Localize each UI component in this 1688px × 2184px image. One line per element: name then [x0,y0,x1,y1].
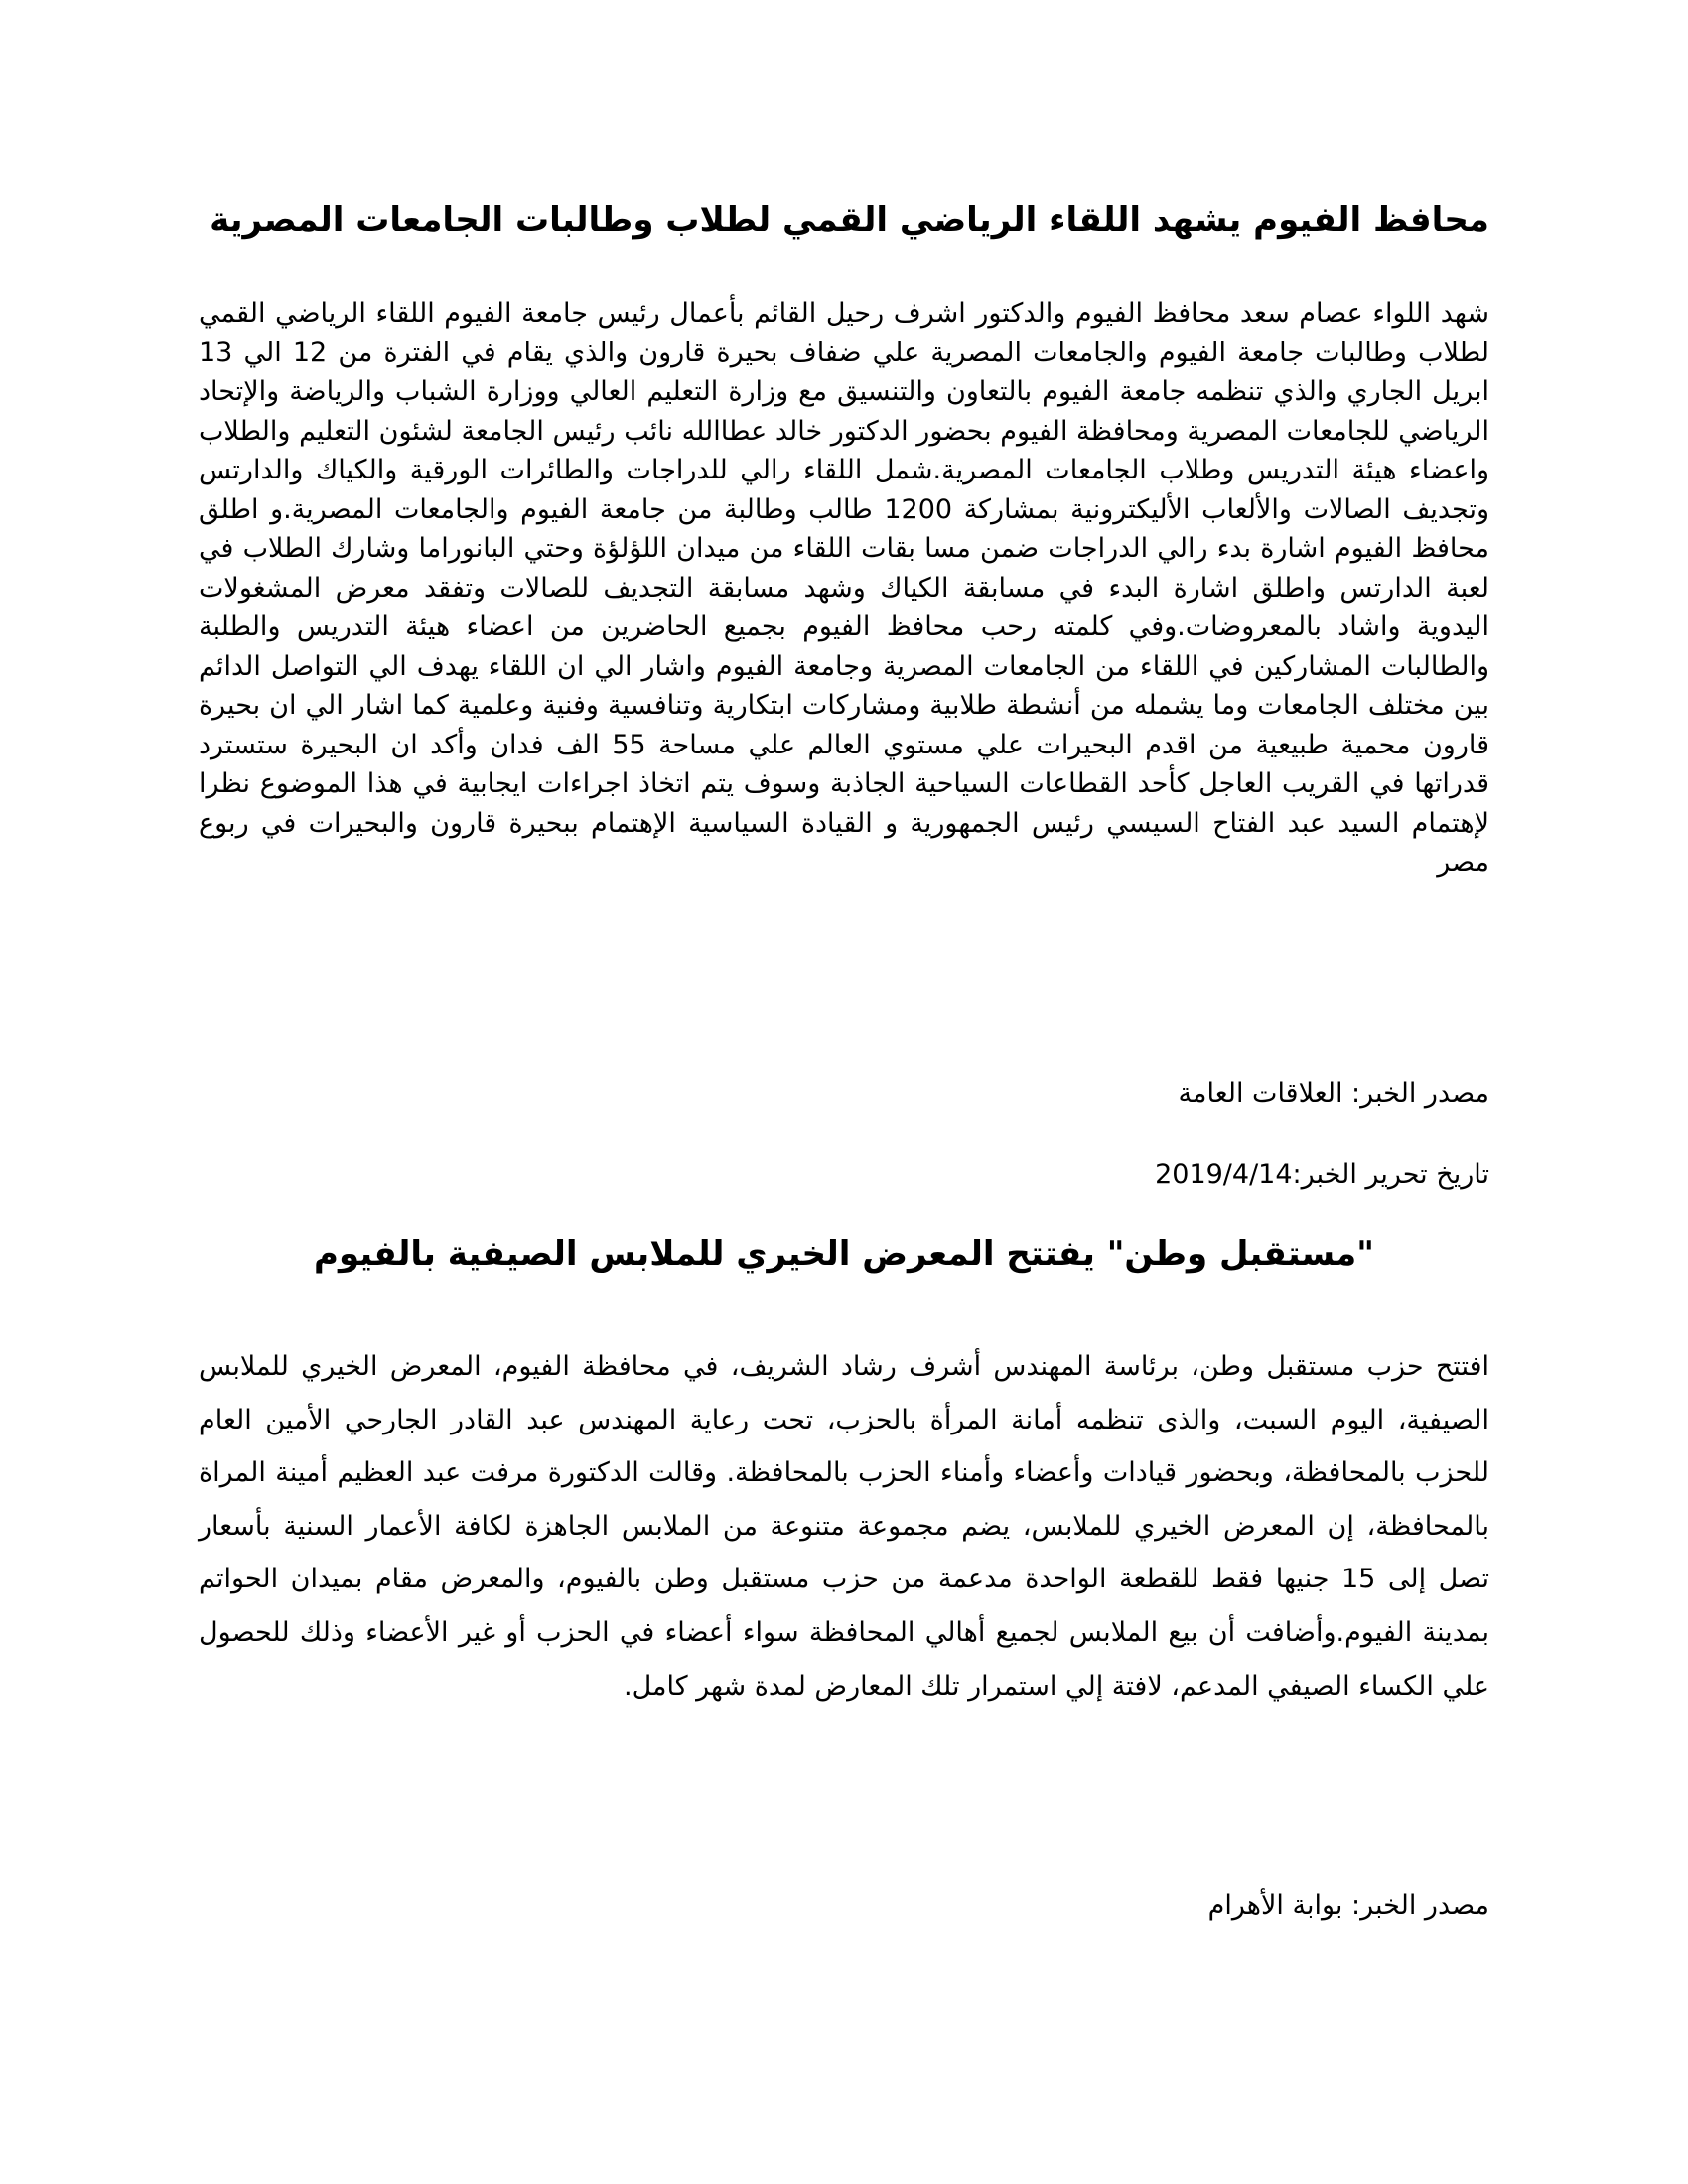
article-2-source: مصدر الخبر: بوابة الأهرام [1207,1890,1489,1921]
article-1-headline: محافظ الفيوم يشهد اللقاء الرياضي القمي لطلاب وطالبات الجامعات المصرية [210,201,1489,240]
article-1-body: شهد اللواء عصام سعد محافظ الفيوم والدكتور اشرف رحيل القائم بأعمال رئيس جامعة الفيوم اللقاء الرياضي القمي لطلاب وطالبات جامعة الفيوم والجامعات المصرية علي ضفاف بحيرة قارون والذي يقام في الفترة من 12 الي 13 ابريل الجاري والذي تنظمه جامعة الفيوم بالتعاون والتنسيق مع وزارة التعليم العالي ووزارة الشباب والرياضة والإتحاد الرياضي للجامعات المصرية ومحافظة الفيوم بحضور الدكتور خالد عطاالله نائب رئيس الجامعة لشئون التعليم والطلاب واعضاء هيئة التدريس وطلاب الجامعات المصرية.شمل اللقاء رالي للدراجات والطائرات الورقية والكياك والدارتس وتجديف الصالات والألعاب الأليكترونية بمشاركة 1200 طالب وطالبة من جامعة الفيوم والجامعات المصرية.و اطلق محافظ الفيوم اشارة بدء رالي الدراجات ضمن مسا بقات اللقاء من ميدان اللؤلؤة وحتي البانوراما وشارك الطلاب في لعبة الدارتس واطلق اشارة البدء في مسابقة الكياك وشهد مسابقة التجديف للصالات وتفقد معرض المشغولات اليدوية واشاد بالمعروضات.وفي كلمته رحب محافظ الفيوم بجميع الحاضرين من اعضاء هيئة التدريس والطلبة والطالبات المشاركين في اللقاء من الجامعات المصرية وجامعة الفيوم واشار الي ان اللقاء يهدف الي التواصل الدائم بين مختلف الجامعات وما يشمله من أنشطة طلابية ومشاركات ابتكارية وتنافسية وفنية وعلمية كما اشار الي ان بحيرة قارون محمية طبيعية من اقدم البحيرات علي مستوي العالم علي مساحة 55 الف فدان وأكد ان البحيرة ستسترد قدراتها في القريب العاجل كأحد القطاعات السياحية الجاذبة وسوف يتم اتخاذ اجراءات ايجابية في هذا الموضوع نظرا لإهتمام السيد عبد الفتاح السيسي رئيس الجمهورية و القيادة السياسية الإهتمام ببحيرة قارون والبحيرات في ربوع مصر [199,298,1490,878]
article-1-date: تاريخ تحرير الخبر:2019/4/14 [1155,1160,1489,1190]
article-2-headline: "مستقبل وطن" يفتتح المعرض الخيري للملابس الصيفية بالفيوم [314,1234,1374,1274]
document-page [199,0,1489,2184]
article-1-source: مصدر الخبر: العلاقات العامة [1178,1078,1489,1109]
article-2-body: افتتح حزب مستقبل وطن، برئاسة المهندس أشرف رشاد الشريف، في محافظة الفيوم، المعرض الخيري للملابس الصيفية، اليوم السبت، والذى تنظمه أمانة المرأة بالحزب، تحت رعاية المهندس عبد القادر الجارحي الأمين العام للحزب بالمحافظة، وبحضور قيادات وأعضاء وأمناء الحزب بالمحافظة. وقالت الدكتورة مرفت عبد العظيم أمينة المراة بالمحافظة، إن المعرض الخيري للملابس، يضم مجموعة متنوعة من الملابس الجاهزة لكافة الأعمار السنية بأسعار تصل إلى 15 جنيها فقط للقطعة الواحدة مدعمة من حزب مستقبل وطن بالفيوم، والمعرض مقام بميدان الحواتم بمدينة الفيوم.وأضافت أن بيع الملابس لجميع أهالي المحافظة سواء أعضاء في الحزب أو غير الأعضاء وذلك للحصول علي الكساء الصيفي المدعم، لافتة إلي استمرار تلك المعارض لمدة شهر كامل. [199,1351,1489,1702]
